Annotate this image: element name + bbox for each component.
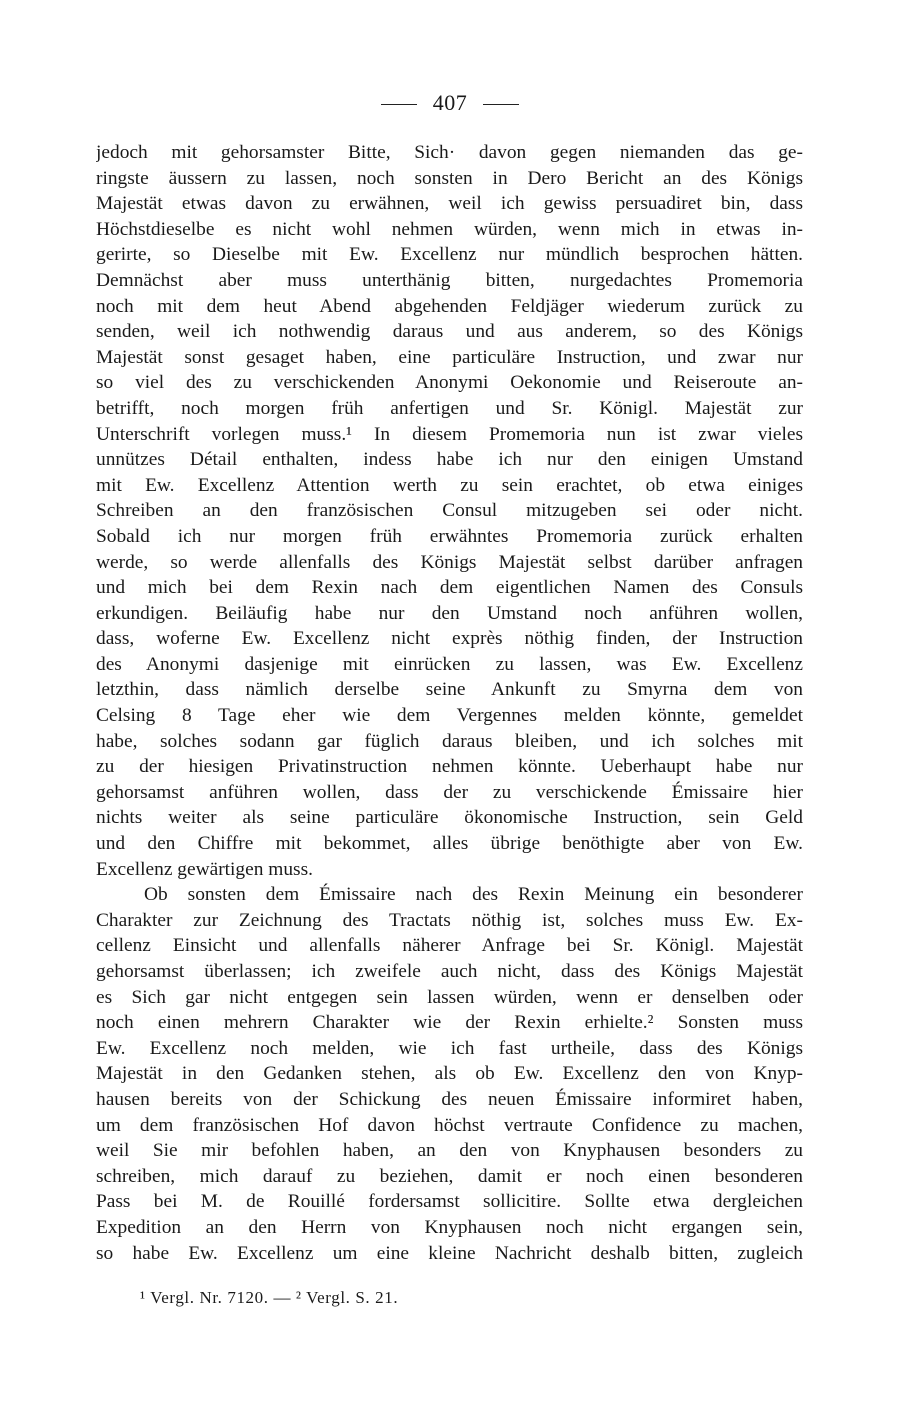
- text-line: Demnächst aber muss unterthänig bitten, nurgedachtes Promemoria: [96, 269, 803, 291]
- text-line: schreiben, mich darauf zu beziehen, damit er noch einen besonderen: [96, 1165, 803, 1187]
- paragraph-start-line: Ob sonsten dem Émissaire nach des Rexin Meinung ein besonderer: [144, 884, 803, 906]
- text-line: cellenz Einsicht und allenfalls näherer Anfrage bei Sr. Königl. Majestät: [96, 935, 803, 957]
- text-line: senden, weil ich nothwendig daraus und aus anderem, so des Königs: [96, 321, 803, 343]
- body-text: [96, 140, 803, 1266]
- page-number: 407: [432, 90, 468, 115]
- text-line: zu der hiesigen Privatinstruction nehmen könnte. Ueberhaupt habe nur: [96, 756, 803, 778]
- text-line: gerirte, so Dieselbe mit Ew. Excellenz nur mündlich besprochen hätten.: [96, 244, 803, 266]
- text-line: Ew. Excellenz noch melden, wie ich fast urtheile, dass des Königs: [96, 1037, 803, 1059]
- text-line: Schreiben an den französischen Consul mitzugeben sei oder nicht.: [96, 500, 803, 522]
- text-line: Höchstdieselbe es nicht wohl nehmen würden, wenn mich in etwas in-: [96, 218, 803, 240]
- text-line: es Sich gar nicht entgegen sein lassen würden, wenn er denselben oder: [96, 986, 803, 1008]
- page-header: [0, 90, 900, 116]
- text-line: und den Chiffre mit bekommet, alles übrige benöthigte aber von Ew.: [96, 833, 803, 855]
- text-line: weil Sie mir befohlen haben, an den von Knyphausen besonders zu: [96, 1140, 803, 1162]
- text-line: unnützes Détail enthalten, indess habe ich nur den einigen Umstand: [96, 449, 803, 471]
- header-dash-right: [483, 104, 519, 105]
- text-line: jedoch mit gehorsamster Bitte, Sich· davon gegen niemanden das ge-: [96, 142, 803, 163]
- text-line: werde, so werde allenfalls des Königs Majestät selbst darüber anfragen: [96, 551, 803, 573]
- text-line: erkundigen. Beiläufig habe nur den Umstand noch anführen wollen,: [96, 602, 803, 624]
- text-line: Majestät etwas davon zu erwähnen, weil ich gewiss persuadiret bin, dass: [96, 193, 803, 215]
- text-line: Expedition an den Herrn von Knyphausen noch nicht ergangen sein,: [96, 1216, 803, 1238]
- paragraph-end-line: Excellenz gewärtigen muss.: [96, 858, 313, 880]
- text-line: Sobald ich nur morgen früh erwähntes Promemoria zurück erhalten: [96, 525, 803, 547]
- text-line: Majestät sonst gesaget haben, eine particuläre Instruction, und zwar nur: [96, 346, 803, 368]
- text-line: Majestät in den Gedanken stehen, als ob Ew. Excellenz den von Knyp-: [96, 1063, 803, 1085]
- text-line: um dem französischen Hof davon höchst vertraute Confidence zu machen,: [96, 1114, 803, 1136]
- text-line: gehorsamst anführen wollen, dass der zu verschickende Émissaire hier: [96, 781, 803, 803]
- text-line: und mich bei dem Rexin nach dem eigentlichen Namen des Consuls: [96, 577, 803, 599]
- text-line: Charakter zur Zeichnung des Tractats nöthig ist, solches muss Ew. Ex-: [96, 909, 803, 931]
- text-line: ringste äussern zu lassen, noch sonsten in Dero Bericht an des Königs: [96, 167, 803, 189]
- text-line: noch einen mehrern Charakter wie der Rexin erhielte.² Sonsten muss: [96, 1012, 803, 1034]
- text-line: Unterschrift vorlegen muss.¹ In diesem Promemoria nun ist zwar vieles: [96, 423, 803, 445]
- text-line: betrifft, noch morgen früh anfertigen und Sr. Königl. Majestät zur: [96, 397, 803, 419]
- text-line: des Anonymi dasjenige mit einrücken zu lassen, was Ew. Excellenz: [96, 653, 803, 675]
- text-line: habe, solches sodann gar füglich daraus bleiben, und ich solches mit: [96, 730, 803, 752]
- footnotes: ¹ Vergl. Nr. 7120. — ² Vergl. S. 21.: [140, 1288, 399, 1307]
- text-line: nichts weiter als seine particuläre ökonomische Instruction, sein Geld: [96, 807, 803, 829]
- text-line: Celsing 8 Tage eher wie dem Vergennes melden könnte, gemeldet: [96, 705, 803, 727]
- header-dash-left: [381, 104, 417, 105]
- text-line: mit Ew. Excellenz Attention werth zu sein erachtet, ob etwa einiges: [96, 474, 803, 496]
- text-line: dass, woferne Ew. Excellenz nicht exprès nöthig finden, der Instruction: [96, 628, 803, 650]
- text-line: gehorsamst überlassen; ich zweifele auch nicht, dass des Königs Majestät: [96, 961, 803, 982]
- text-line: hausen bereits von der Schickung des neuen Émissaire informiret haben,: [96, 1088, 803, 1110]
- text-line: letzthin, dass nämlich derselbe seine Ankunft zu Smyrna dem von: [96, 679, 803, 701]
- text-line: Pass bei M. de Rouillé fordersamst sollicitire. Sollte etwa dergleichen: [96, 1191, 803, 1213]
- text-line: noch mit dem heut Abend abgehenden Feldjäger wiederum zurück zu: [96, 295, 803, 317]
- text-line: so habe Ew. Excellenz um eine kleine Nachricht deshalb bitten, zugleich: [96, 1242, 803, 1264]
- text-line: so viel des zu verschickenden Anonymi Oekonomie und Reiseroute an-: [96, 372, 803, 394]
